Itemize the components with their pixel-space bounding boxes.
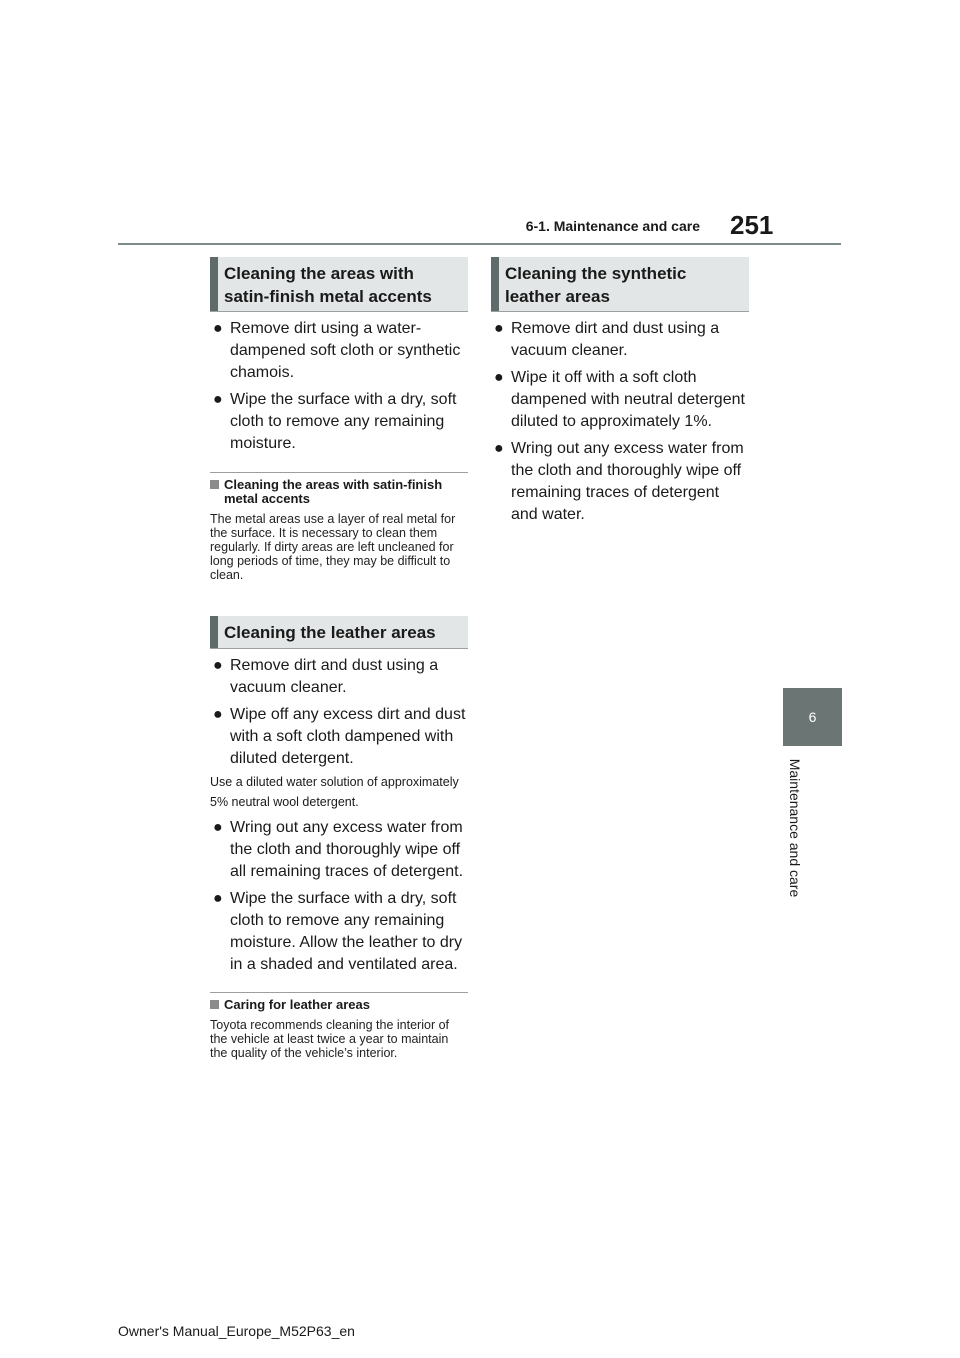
square-bullet-icon [210, 1000, 219, 1009]
list-item-text: Remove dirt using a water-dampened soft cloth or synthetic chamois. [230, 320, 461, 381]
bullet-list-satin-metal [212, 318, 468, 460]
note-body: Toyota recommends cleaning the interior of the vehicle at least twice a year to maintain the quality of the vehicle’s interior. [210, 1018, 450, 1060]
bullet-dot-icon: ● [213, 320, 223, 337]
note-title [210, 998, 468, 1012]
footer-text: Owner's Manual_Europe_M52P63_en [118, 1323, 355, 1339]
note-divider [210, 992, 468, 993]
note-title-text: Caring for leather areas [224, 997, 370, 1012]
note-title-text: Cleaning the areas with satin-finish metal accents [224, 477, 443, 506]
list-item [493, 367, 749, 433]
header-divider [118, 243, 841, 245]
list-item [212, 389, 468, 455]
bullet-list-leather-2 [212, 817, 468, 981]
section-divider [210, 648, 468, 649]
list-item-text: Wipe the surface with a dry, soft cloth to remove any remaining moisture. Allow the leather to dry in a shaded and ventilated area. [230, 890, 463, 973]
list-item-text: Wring out any excess water from the cloth and thoroughly wipe off remaining traces of detergent and water. [511, 440, 744, 523]
list-item [493, 318, 749, 362]
list-item-text: Wipe it off with a soft cloth dampened with neutral detergent diluted to approximately 1%. [511, 369, 745, 430]
list-item [493, 438, 749, 526]
list-item [212, 888, 468, 976]
note-body: The metal areas use a layer of real metal for the surface. It is necessary to clean them regularly. If dirty areas are left uncleaned for long periods of time, they may be difficult to clean. [210, 512, 456, 582]
section-heading-satin-metal [210, 257, 468, 311]
bullet-dot-icon: ● [213, 657, 223, 674]
section-divider [210, 311, 468, 312]
bullet-list-leather [212, 655, 468, 775]
section-divider [491, 311, 749, 312]
list-item [212, 655, 468, 699]
section-heading-leather [210, 616, 468, 648]
note-satin-metal [210, 478, 468, 582]
list-item-text: Remove dirt and dust using a vacuum cleaner. [511, 320, 720, 359]
page-number: 251 [730, 210, 774, 240]
list-item [212, 318, 468, 384]
list-item [212, 817, 468, 883]
bullet-dot-icon: ● [213, 706, 223, 723]
bullet-list-synthetic-leather [493, 318, 749, 531]
section-heading-text: Cleaning the areas with satin-finish metal accents [224, 263, 432, 306]
chapter-number: 6 [808, 709, 817, 725]
square-bullet-icon [210, 480, 219, 489]
bullet-dot-icon: ● [213, 819, 223, 836]
note-divider [210, 472, 468, 473]
note-leather-care [210, 998, 468, 1060]
chapter-title: Maintenance and care [787, 758, 803, 898]
bullet-dot-icon: ● [213, 391, 223, 408]
detergent-instruction: Use a diluted water solution of approximately 5% neutral wool detergent. [210, 775, 459, 809]
section-heading-synthetic-leather [491, 257, 749, 311]
section-title: 6-1. Maintenance and care [525, 218, 700, 234]
bullet-dot-icon: ● [494, 369, 504, 386]
list-item-text: Remove dirt and dust using a vacuum cleaner. [230, 657, 439, 696]
bullet-dot-icon: ● [494, 440, 504, 457]
bullet-dot-icon: ● [213, 890, 223, 907]
section-heading-text: Cleaning the synthetic leather areas [505, 263, 687, 306]
list-item-text: Wring out any excess water from the cloth and thoroughly wipe off all remaining traces of detergent. [230, 819, 464, 880]
list-item [212, 704, 468, 770]
list-item-text: Wipe off any excess dirt and dust with a soft cloth dampened with diluted detergent. [230, 706, 466, 767]
section-heading-text: Cleaning the leather areas [224, 623, 436, 642]
bullet-dot-icon: ● [494, 320, 504, 337]
note-title [210, 478, 468, 506]
list-item-text: Wipe the surface with a dry, soft cloth to remove any remaining moisture. [230, 391, 457, 452]
